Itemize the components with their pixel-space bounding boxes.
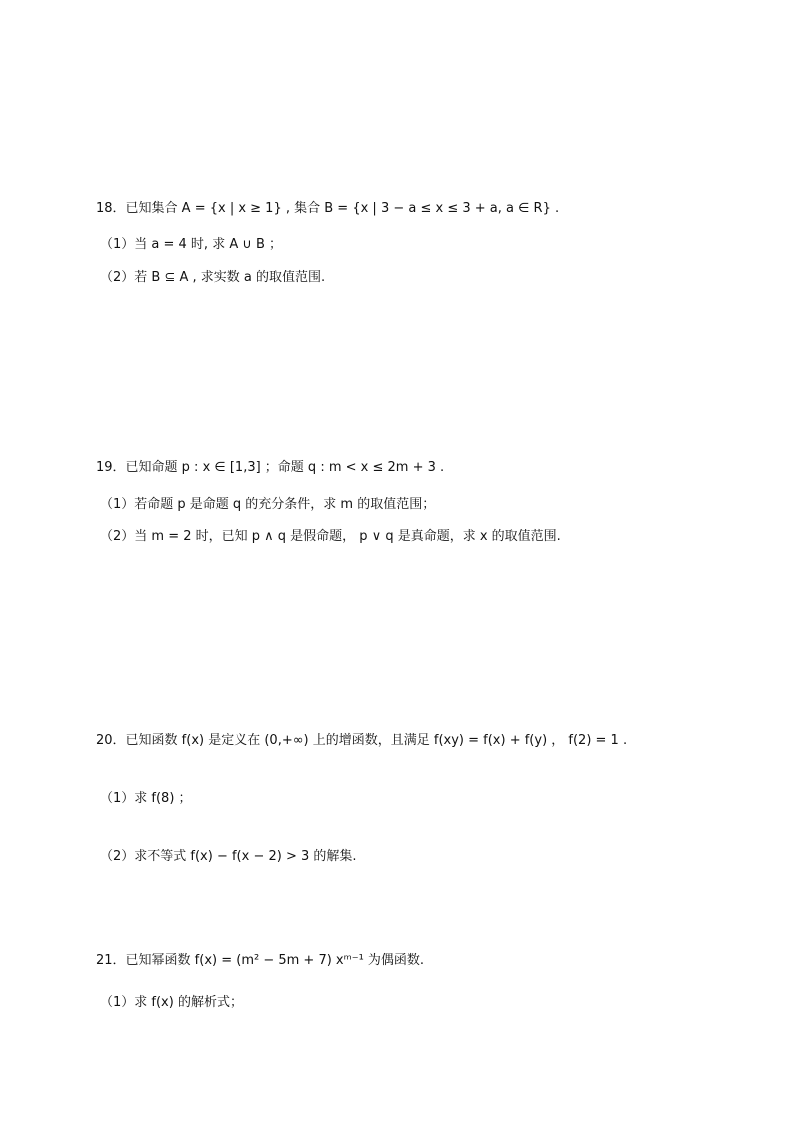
question-21-stem: 21．已知幂函数 f(x) = (m² − 5m + 7) xᵐ⁻¹ 为偶函数. <box>96 953 425 968</box>
question-21-part-1: （1）求 f(x) 的解析式； <box>100 995 243 1010</box>
question-20-stem: 20．已知函数 f(x) 是定义在 (0,+∞) 上的增函数，且满足 f(xy) = f(x) + f(y) ， f(2) = 1 . <box>96 733 628 748</box>
question-19-part-1: （1）若命题 p 是命题 q 的充分条件，求 m 的取值范围； <box>100 497 436 512</box>
question-18-part-1: （1）当 a = 4 时, 求 A ∪ B ； <box>100 237 283 252</box>
question-20-part-1: （1）求 f(8) ； <box>100 791 192 806</box>
question-19-part-2: （2）当 m = 2 时，已知 p ∧ q 是假命题， p ∨ q 是真命题，求 x 的取值范围. <box>100 529 561 544</box>
question-18-part-2: （2）若 B ⊆ A , 求实数 a 的取值范围. <box>100 270 326 285</box>
question-20-part-2: （2）求不等式 f(x) − f(x − 2) > 3 的解集. <box>100 849 357 864</box>
question-19-stem: 19．已知命题 p : x ∈ [1,3] ；命题 q : m < x ≤ 2m + 3 . <box>96 460 445 475</box>
question-18-stem: 18．已知集合 A = {x | x ≥ 1} , 集合 B = {x | 3 − a ≤ x ≤ 3 + a, a ∈ R} . <box>96 201 560 216</box>
